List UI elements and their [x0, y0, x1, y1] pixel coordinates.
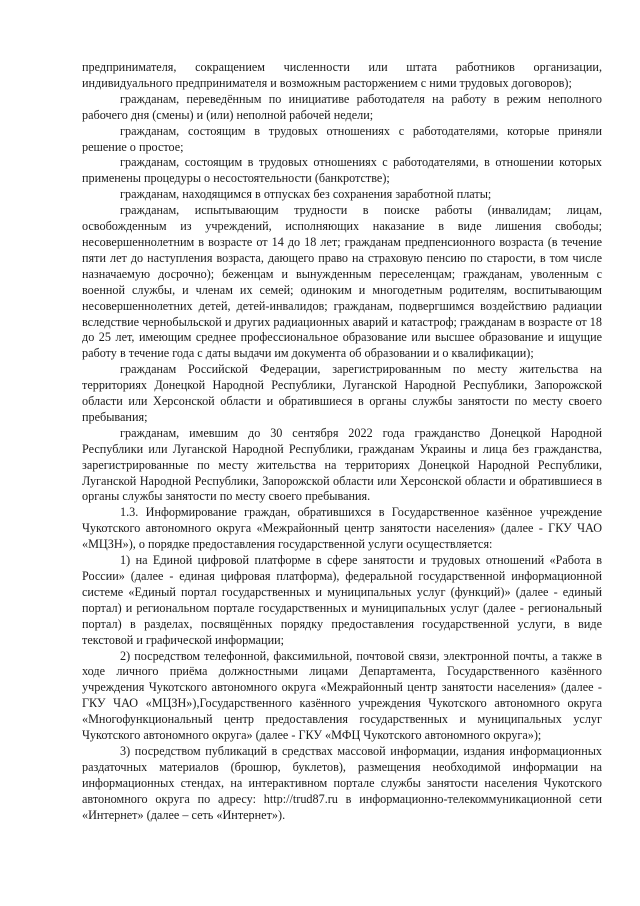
document-body — [82, 60, 602, 824]
paragraph-continuation: предпринимателя, сокращением численности или штата работников организации, индивидуального предпринимателя и возможным расторжением с ними трудовых договоров); — [82, 60, 602, 90]
paragraph-bankruptcy: гражданам, состоящим в трудовых отношениях с работодателями, в отношении которых применены процедуры о несостоятельности (банкротстве); — [82, 155, 602, 186]
paragraph-former-citizens: гражданам, имевшим до 30 сентября 2022 года гражданство Донецкой Народной Республики или Луганской Народной Республики, гражданам Украины и лица без гражданства, зарегистрированные по месту жительства на территориях Донецкой Народной Республики, Луганской Народной Республики, Запорожской области или Херсонской области и обратившиеся в органы службы занятости по месту своего пребывания. — [82, 425, 602, 504]
list-item-3: 3) посредством публикаций в средствах массовой информации, издания информационных раздаточных материалов (брошюр, буклетов), размещения необходимой информации на информационных стендах, на интерактивном портале службы занятости населения Чукотского автономного округа по адресу: http://trud87.ru в информационно-телекоммуникационной сети «Интернет» (далее – сеть «Интернет»). — [82, 743, 602, 822]
paragraph-difficulties: гражданам, испытывающим трудности в поиске работы (инвалидам; лицам, освобожденным из учреждений, исполняющих наказание в виде лишения свободы; несовершеннолетним в возрасте от 14 до 18 лет; гражданам предпенсионного возраста (в течение пяти лет до наступления возраста, дающего право на страховую пенсию по старости, в том числе назначаемую досрочно); беженцам и вынужденным переселенцам; гражданам, уволенным с военной службы, и членам их семей; одиноким и многодетным родителям, воспитывающим несовершеннолетних детей, детей-инвалидов; гражданам, подвергшимся воздействию радиации вследствие чернобыльской и других радиационных аварий и катастроф; гражданам в возрасте от 18 до 25 лет, имеющим среднее профессиональное образование или высшее образование и ищущие работу в течение года с даты выдачи им документа об образовании и о квалификации); — [82, 203, 602, 361]
paragraph-downtime: гражданам, состоящим в трудовых отношениях с работодателями, которые приняли решение о простое; — [82, 123, 602, 154]
paragraph-unpaid-leave: гражданам, находящимся в отпусках без сохранения заработной платы; — [120, 187, 492, 202]
paragraph-1-3-informing: 1.3. Информирование граждан, обратившихся в Государственное казённое учреждение Чукотского автономного округа «Межрайонный центр занятости населения» (далее - ГКУ ЧАО «МЦЗН»), о порядке предоставления государственной услуги осуществляется: — [82, 505, 602, 552]
list-item-2: 2) посредством телефонной, факсимильной, почтовой связи, электронной почты, а также в ходе личного приёма должностными лицами Департамента, Государственного казённого учреждения Чукотского автономного округа «Межрайонный центр занятости населения» (далее - ГКУ ЧАО «МЦЗН»),Государственного казённого учреждения Чукотского автономного округа «Многофункциональный центр предоставления государственных и муниципальных услуг Чукотского автономного округа» (далее - ГКУ «МФЦ Чукотского автономного округа»); — [82, 648, 602, 743]
list-item-1: 1) на Единой цифровой платформе в сфере занятости и трудовых отношений «Работа в России» (далее - единая цифровая платформа), федеральной государственной информационной системе «Единый портал государственных и муниципальных услуг (функций)» (далее - единый портал) и региональном портале государственных и муниципальных услуг (далее - региональный портал) в разделах, посвящённых порядку предоставления государственной услуги, в виде текстовой и графической информации; — [82, 553, 602, 647]
paragraph-part-time: гражданам, переведённым по инициативе работодателя на работу в режим неполного рабочего дня (смены) и (или) неполной рабочей недели; — [82, 91, 602, 122]
paragraph-russian-citizens: гражданам Российской Федерации, зарегистрированным по месту жительства на территориях Донецкой Народной Республики, Луганской Народной Республики, Запорожской области или Херсонской области и обратившиеся в органы службы занятости по месту своего пребывания; — [82, 362, 602, 424]
